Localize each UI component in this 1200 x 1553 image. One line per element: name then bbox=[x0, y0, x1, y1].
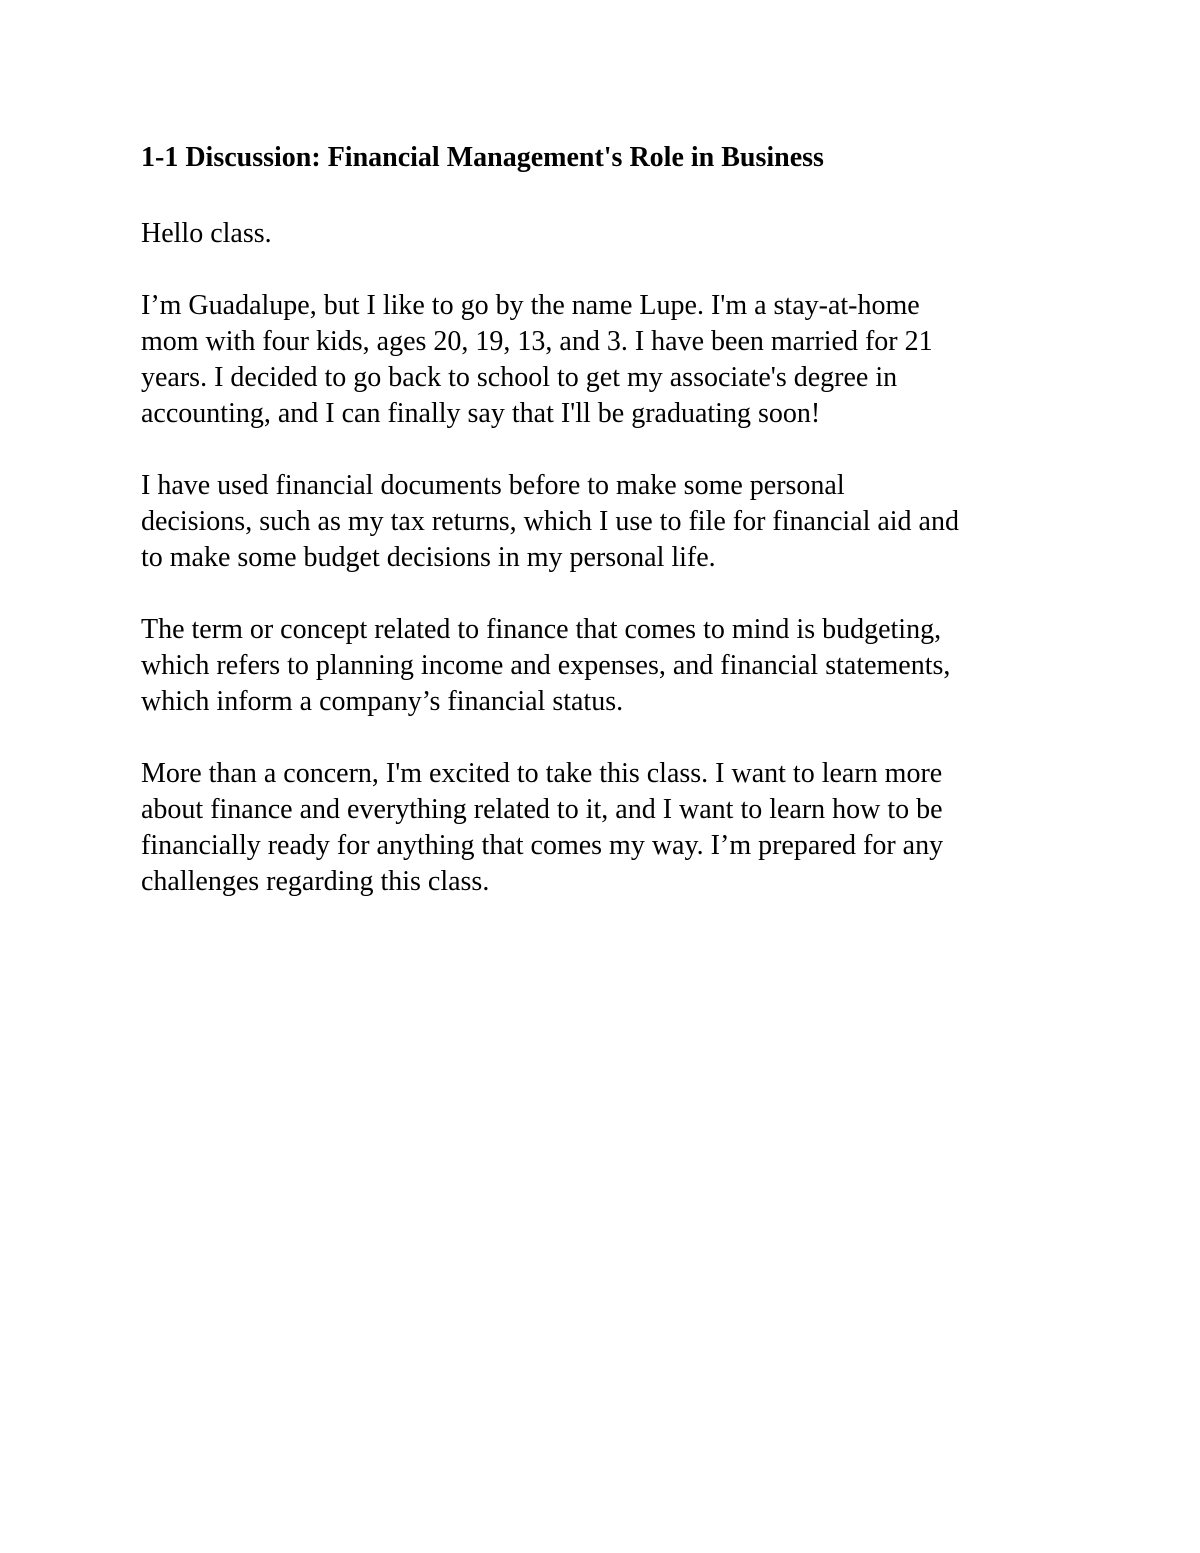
text-line: Hello class. bbox=[141, 218, 272, 249]
text-line: I have used financial documents before to make some personal bbox=[141, 470, 845, 501]
paragraph-concerns bbox=[141, 756, 1081, 900]
text-line: years. I decided to go back to school to get my associate's degree in bbox=[141, 362, 898, 393]
paragraph-financial-documents bbox=[141, 468, 1081, 576]
text-line: financially ready for anything that comes my way. I’m prepared for any bbox=[141, 830, 944, 861]
text-line: about finance and everything related to it, and I want to learn how to be bbox=[141, 794, 943, 825]
text-line: which refers to planning income and expenses, and financial statements, bbox=[141, 650, 951, 681]
text-line: I’m Guadalupe, but I like to go by the name Lupe. I'm a stay-at-home bbox=[141, 290, 920, 321]
paragraph-introduction bbox=[141, 288, 1081, 432]
text-line: which inform a company’s financial status. bbox=[141, 686, 624, 717]
text-line: to make some budget decisions in my personal life. bbox=[141, 542, 716, 573]
paragraph-finance-concept bbox=[141, 612, 1081, 720]
document-body bbox=[141, 140, 1081, 936]
text-line: challenges regarding this class. bbox=[141, 866, 490, 897]
text-line: The term or concept related to finance that comes to mind is budgeting, bbox=[141, 614, 942, 645]
text-line: More than a concern, I'm excited to take this class. I want to learn more bbox=[141, 758, 943, 789]
paragraph-greeting bbox=[141, 216, 1081, 252]
text-line: accounting, and I can finally say that I'll be graduating soon! bbox=[141, 398, 821, 429]
text-line: decisions, such as my tax returns, which I use to file for financial aid and bbox=[141, 506, 959, 537]
document-title: 1-1 Discussion: Financial Management's Role in Business bbox=[141, 142, 824, 173]
text-line: mom with four kids, ages 20, 19, 13, and 3. I have been married for 21 bbox=[141, 326, 933, 357]
